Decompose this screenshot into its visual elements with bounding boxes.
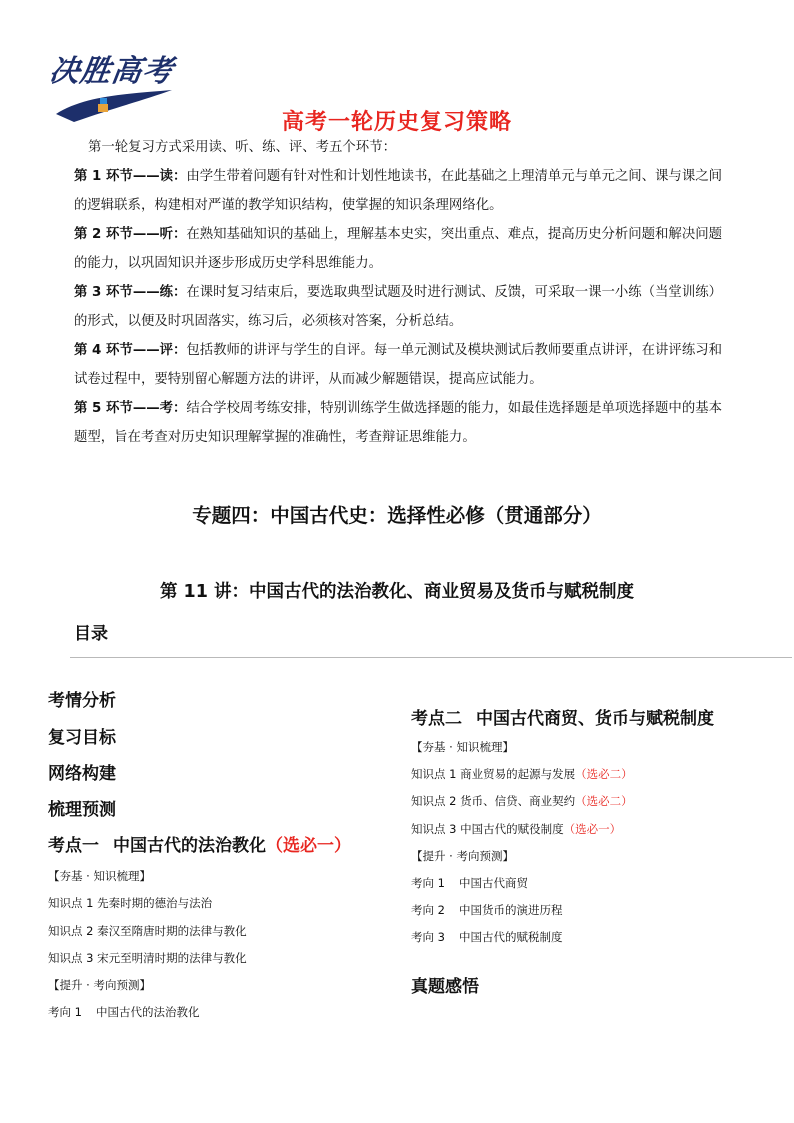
kaodian-prefix: 考点二 <box>411 709 462 729</box>
point-tag: （选必一） <box>563 822 622 836</box>
intro-lead: 第一轮复习方式采用读、听、练、评、考五个环节： <box>88 140 396 155</box>
topic-heading: 专题四：中国古代史：选择性必修（贯通部分） <box>192 504 602 527</box>
step-label: 第 5 环节——考： <box>74 401 187 416</box>
step-text: 包括教师的讲评与学生的自评。每一单元测试及模块测试后教师要重点讲评，在讲评练习和试卷过程中，要特别留心解题方法的讲评，从而减少解题错误，提高应试能力。 <box>74 343 722 387</box>
base-label: 【夯基 · 知识梳理】 <box>48 869 151 883</box>
toc-item-analysis[interactable]: 考情分析 <box>48 691 116 711</box>
point-no: 知识点 3 <box>48 951 94 965</box>
toc-direction-1[interactable] <box>48 1004 199 1020</box>
direction-text: 中国古代商贸 <box>458 876 528 890</box>
base-label: 【夯基 · 知识梳理】 <box>411 740 514 754</box>
step-4 <box>74 336 734 394</box>
step-3 <box>74 278 734 336</box>
direction-text: 中国货币的演进历程 <box>458 903 563 917</box>
step-text: 在课时复习结束后，要选取典型试题及时进行测试、反馈，可采取一课一小练（当堂训练）的形式，以便及时巩固落实，练习后，必须核对答案，分析总结。 <box>74 285 722 329</box>
kaodian-title: 中国古代的法治教化 <box>113 836 266 856</box>
page-title: 高考一轮历史复习策略 <box>281 110 512 135</box>
point-text: 中国古代的赋役制度 <box>460 822 564 836</box>
toc-label: 目录 <box>74 624 108 644</box>
point-text: 货币、信贷、商业契约 <box>460 794 576 808</box>
lecture-heading: 第 11 讲：中国古代的法治教化、商业贸易及货币与赋税制度 <box>159 582 635 602</box>
point-no: 知识点 1 <box>48 896 94 910</box>
point-no: 知识点 2 <box>48 924 94 938</box>
step-label: 第 1 环节——读： <box>74 169 187 184</box>
point-text: 秦汉至隋唐时期的法律与教化 <box>97 924 247 938</box>
kaodian-tag: （选必一） <box>266 836 351 856</box>
kaodian-title: 中国古代商贸、货币与赋税制度 <box>476 709 714 729</box>
toc-point-r3[interactable] <box>411 821 621 837</box>
toc-point-3[interactable] <box>48 950 247 966</box>
step-5 <box>74 394 734 452</box>
toc-point-2[interactable] <box>48 923 247 939</box>
toc-direction-r2[interactable] <box>411 902 562 918</box>
step-label: 第 4 环节——评： <box>74 343 187 358</box>
step-2 <box>74 220 734 278</box>
point-text: 先秦时期的德治与法治 <box>97 896 213 910</box>
direction-text: 中国古代的赋税制度 <box>458 930 563 944</box>
toc-point-1[interactable] <box>48 895 212 911</box>
toc-item-network[interactable]: 网络构建 <box>48 764 116 784</box>
step-label: 第 2 环节——听： <box>74 227 187 242</box>
direction-no: 考向 1 <box>411 876 445 890</box>
step-text: 在熟知基础知识的基础上，理解基本史实，突出重点、难点，提高历史分析问题和解决问题的能力，以巩固知识并逐步形成历史学科思维能力。 <box>74 227 722 271</box>
point-tag: （选必二） <box>575 767 633 781</box>
direction-text: 中国古代的法治教化 <box>95 1005 200 1019</box>
point-text: 宋元至明清时期的法律与教化 <box>97 951 247 965</box>
point-text: 商业贸易的起源与发展 <box>460 767 576 781</box>
step-label: 第 3 环节——练： <box>74 285 187 300</box>
direction-no: 考向 1 <box>48 1005 82 1019</box>
step-text: 由学生带着问题有针对性和计划性地读书，在此基础之上理清单元与单元之间、课与课之间的逻辑联系，构建相对严谨的教学知识结构，使掌握的知识条理网络化。 <box>74 169 722 213</box>
toc-point-r1[interactable] <box>411 766 633 782</box>
toc-item-preview[interactable]: 梳理预测 <box>48 800 116 820</box>
up-label: 【提升 · 考向预测】 <box>48 978 151 992</box>
direction-no: 考向 3 <box>411 930 445 944</box>
point-no: 知识点 2 <box>411 794 457 808</box>
up-label: 【提升 · 考向预测】 <box>411 849 514 863</box>
intro-section <box>74 133 734 452</box>
toc-direction-r3[interactable] <box>411 929 562 945</box>
point-no: 知识点 1 <box>411 767 457 781</box>
kaodian-prefix: 考点一 <box>48 836 99 856</box>
divider <box>70 657 792 658</box>
logo-text: 决胜高考 <box>47 54 176 89</box>
direction-no: 考向 2 <box>411 903 445 917</box>
toc-kaodian-1[interactable] <box>48 831 351 856</box>
toc-kaodian-2[interactable] <box>411 704 714 729</box>
toc-direction-r1[interactable] <box>411 875 528 891</box>
point-tag: （选必二） <box>575 794 633 808</box>
step-1 <box>74 162 734 220</box>
toc-item-real-exam[interactable]: 真题感悟 <box>411 977 479 997</box>
point-no: 知识点 3 <box>411 822 457 836</box>
toc-point-r2[interactable] <box>411 793 633 809</box>
step-text: 结合学校周考练安排，特别训练学生做选择题的能力，如最佳选择题是单项选择题中的基本题型，旨在考查对历史知识理解掌握的准确性，考查辩证思维能力。 <box>74 401 722 445</box>
toc-item-goals[interactable]: 复习目标 <box>48 728 116 748</box>
